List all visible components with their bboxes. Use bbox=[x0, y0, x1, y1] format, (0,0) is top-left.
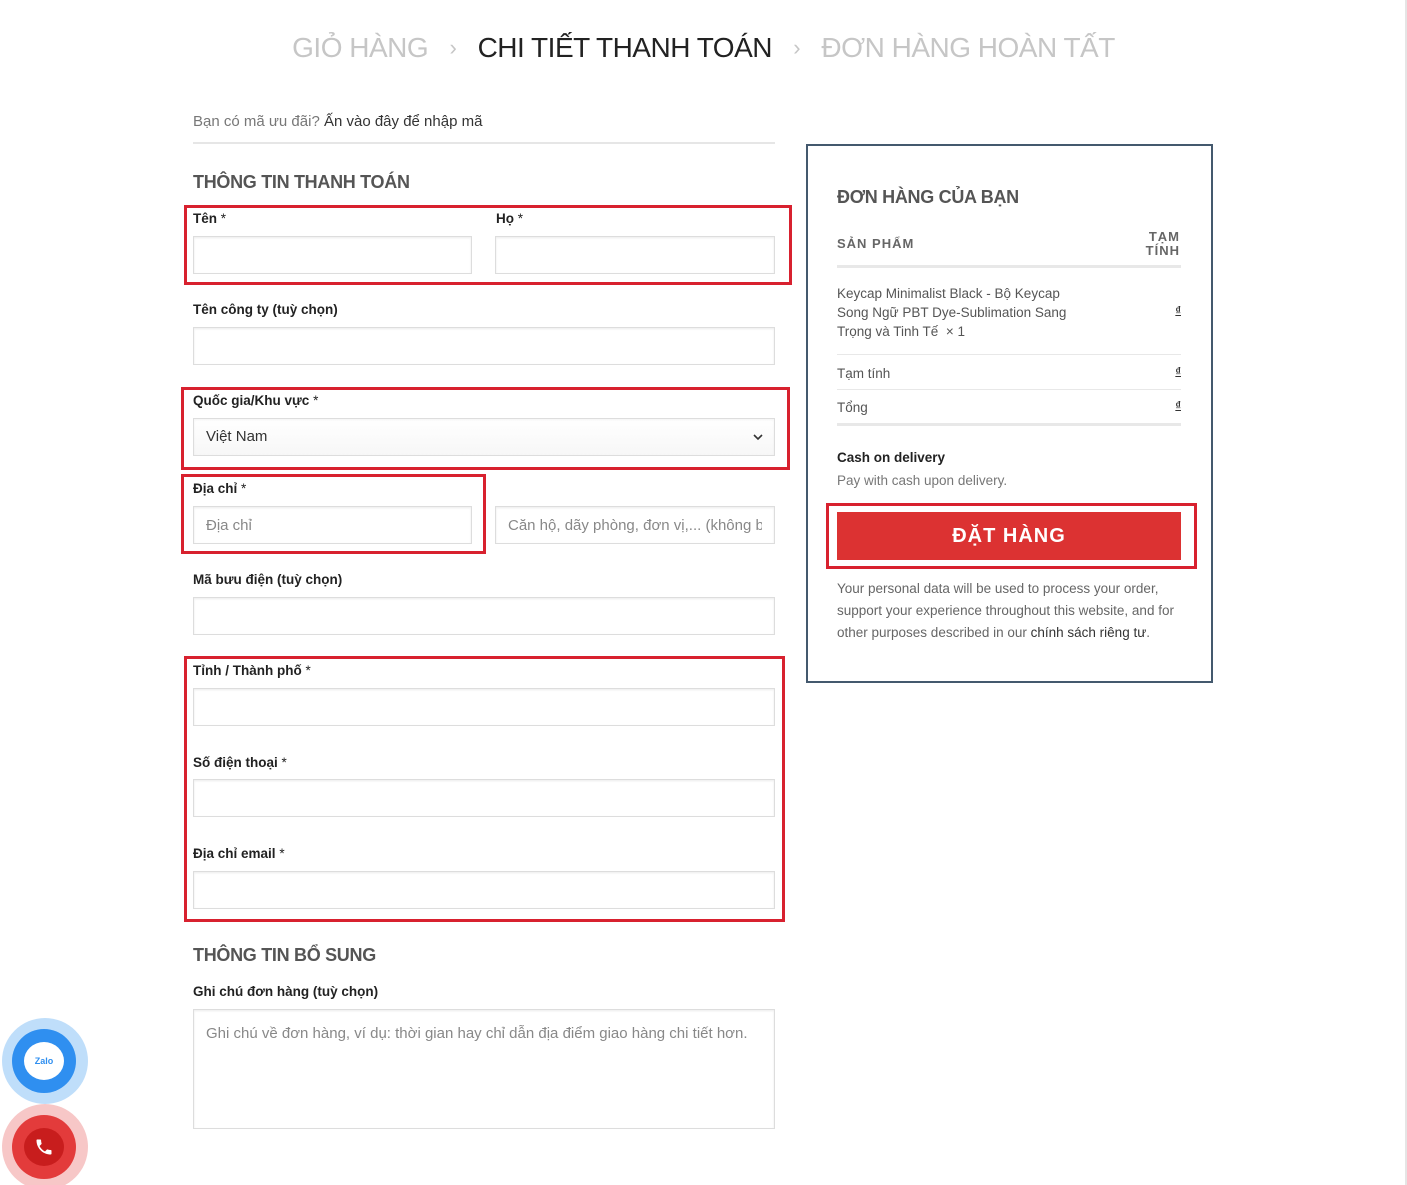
order-item bbox=[837, 284, 1097, 341]
required-mark: * bbox=[241, 481, 247, 496]
required-mark: * bbox=[220, 211, 227, 226]
divider bbox=[837, 389, 1181, 390]
col-subtotal-line2: TÍNH bbox=[1145, 243, 1180, 258]
privacy-text: Your personal data will be used to process your order, support your experience throughout this website, and for other purposes described in our bbox=[837, 581, 1174, 640]
highlight-contact-fields bbox=[184, 656, 785, 922]
order-item-amount: ₫ bbox=[1175, 305, 1181, 317]
coupon-prompt: Bạn có mã ưu đãi? bbox=[193, 113, 320, 130]
payment-method[interactable]: Cash on delivery bbox=[837, 450, 946, 465]
phone-icon bbox=[24, 1128, 64, 1166]
order-item-qty: × 1 bbox=[945, 324, 965, 339]
col-product: SẢN PHẨM bbox=[837, 236, 915, 251]
payment-description: Pay with cash upon delivery. bbox=[837, 473, 1008, 488]
city-label-text: Tỉnh / Thành phố bbox=[193, 663, 302, 678]
place-order-button[interactable]: ĐẶT HÀNG bbox=[837, 512, 1181, 560]
address-label-text: Địa chỉ bbox=[193, 481, 238, 496]
address2-field[interactable] bbox=[495, 506, 775, 544]
highlight-country-field bbox=[181, 387, 790, 470]
privacy-notice bbox=[837, 578, 1187, 644]
coupon-notice bbox=[193, 113, 482, 130]
divider bbox=[837, 423, 1181, 426]
required-mark: * bbox=[313, 393, 319, 408]
call-button[interactable] bbox=[12, 1115, 76, 1179]
highlight-address-field bbox=[181, 474, 486, 554]
divider bbox=[837, 265, 1181, 268]
order-title: ĐƠN HÀNG CỦA BẠN bbox=[837, 187, 1019, 207]
postcode-field[interactable] bbox=[193, 597, 775, 635]
chevron-right-icon: › bbox=[793, 34, 801, 60]
zalo-label: Zalo bbox=[34, 1056, 54, 1066]
total-amount: ₫ bbox=[1175, 400, 1181, 412]
breadcrumb-cart[interactable]: GIỎ HÀNG bbox=[292, 31, 429, 63]
breadcrumb-checkout[interactable]: CHI TIẾT THANH TOÁN bbox=[477, 31, 772, 63]
company-label: Tên công ty (tuỳ chọn) bbox=[193, 302, 338, 317]
breadcrumb-complete: ĐƠN HÀNG HOÀN TẤT bbox=[821, 31, 1115, 63]
zalo-button[interactable] bbox=[12, 1029, 76, 1093]
first-name-label-text: Tên bbox=[193, 211, 218, 226]
required-mark: * bbox=[279, 846, 285, 861]
subtotal-label: Tạm tính bbox=[837, 366, 891, 381]
highlight-place-order bbox=[826, 503, 1197, 569]
highlight-name-fields bbox=[184, 205, 792, 285]
coupon-link[interactable]: Ấn vào đây để nhập mã bbox=[323, 113, 483, 130]
privacy-end: . bbox=[1146, 625, 1151, 640]
postcode-label: Mã bưu điện (tuỳ chọn) bbox=[193, 572, 343, 587]
required-mark: * bbox=[305, 663, 311, 678]
order-item-line: Trọng và Tinh Tế bbox=[837, 324, 939, 339]
zalo-chat-icon bbox=[24, 1042, 64, 1080]
divider bbox=[193, 142, 775, 144]
col-subtotal-line1: TẠM bbox=[1148, 229, 1180, 244]
email-label-text: Địa chỉ email bbox=[193, 846, 276, 861]
order-item-line: Keycap Minimalist Black - Bộ Keycap bbox=[837, 286, 1060, 301]
notes-label: Ghi chú đơn hàng (tuỳ chọn) bbox=[193, 984, 379, 999]
breadcrumb bbox=[0, 30, 1407, 64]
order-notes-field[interactable] bbox=[193, 1009, 775, 1129]
privacy-policy-link[interactable]: chính sách riêng tư bbox=[1030, 625, 1147, 640]
last-name-label-text: Họ bbox=[496, 211, 514, 226]
col-subtotal bbox=[1140, 230, 1180, 258]
required-mark: * bbox=[281, 755, 287, 770]
additional-title: THÔNG TIN BỔ SUNG bbox=[193, 945, 376, 965]
total-label: Tổng bbox=[837, 400, 868, 415]
billing-title: THÔNG TIN THANH TOÁN bbox=[193, 172, 410, 192]
order-item-line: Song Ngữ PBT Dye-Sublimation Sang bbox=[837, 305, 1067, 320]
chevron-right-icon: › bbox=[449, 34, 457, 60]
required-mark: * bbox=[517, 211, 524, 226]
country-label-text: Quốc gia/Khu vực bbox=[193, 393, 310, 408]
subtotal-amount: ₫ bbox=[1175, 366, 1181, 378]
company-field[interactable] bbox=[193, 327, 775, 365]
phone-label-text: Số điện thoại bbox=[193, 755, 278, 770]
divider bbox=[837, 354, 1181, 355]
country-select-value: Việt Nam bbox=[206, 428, 268, 445]
